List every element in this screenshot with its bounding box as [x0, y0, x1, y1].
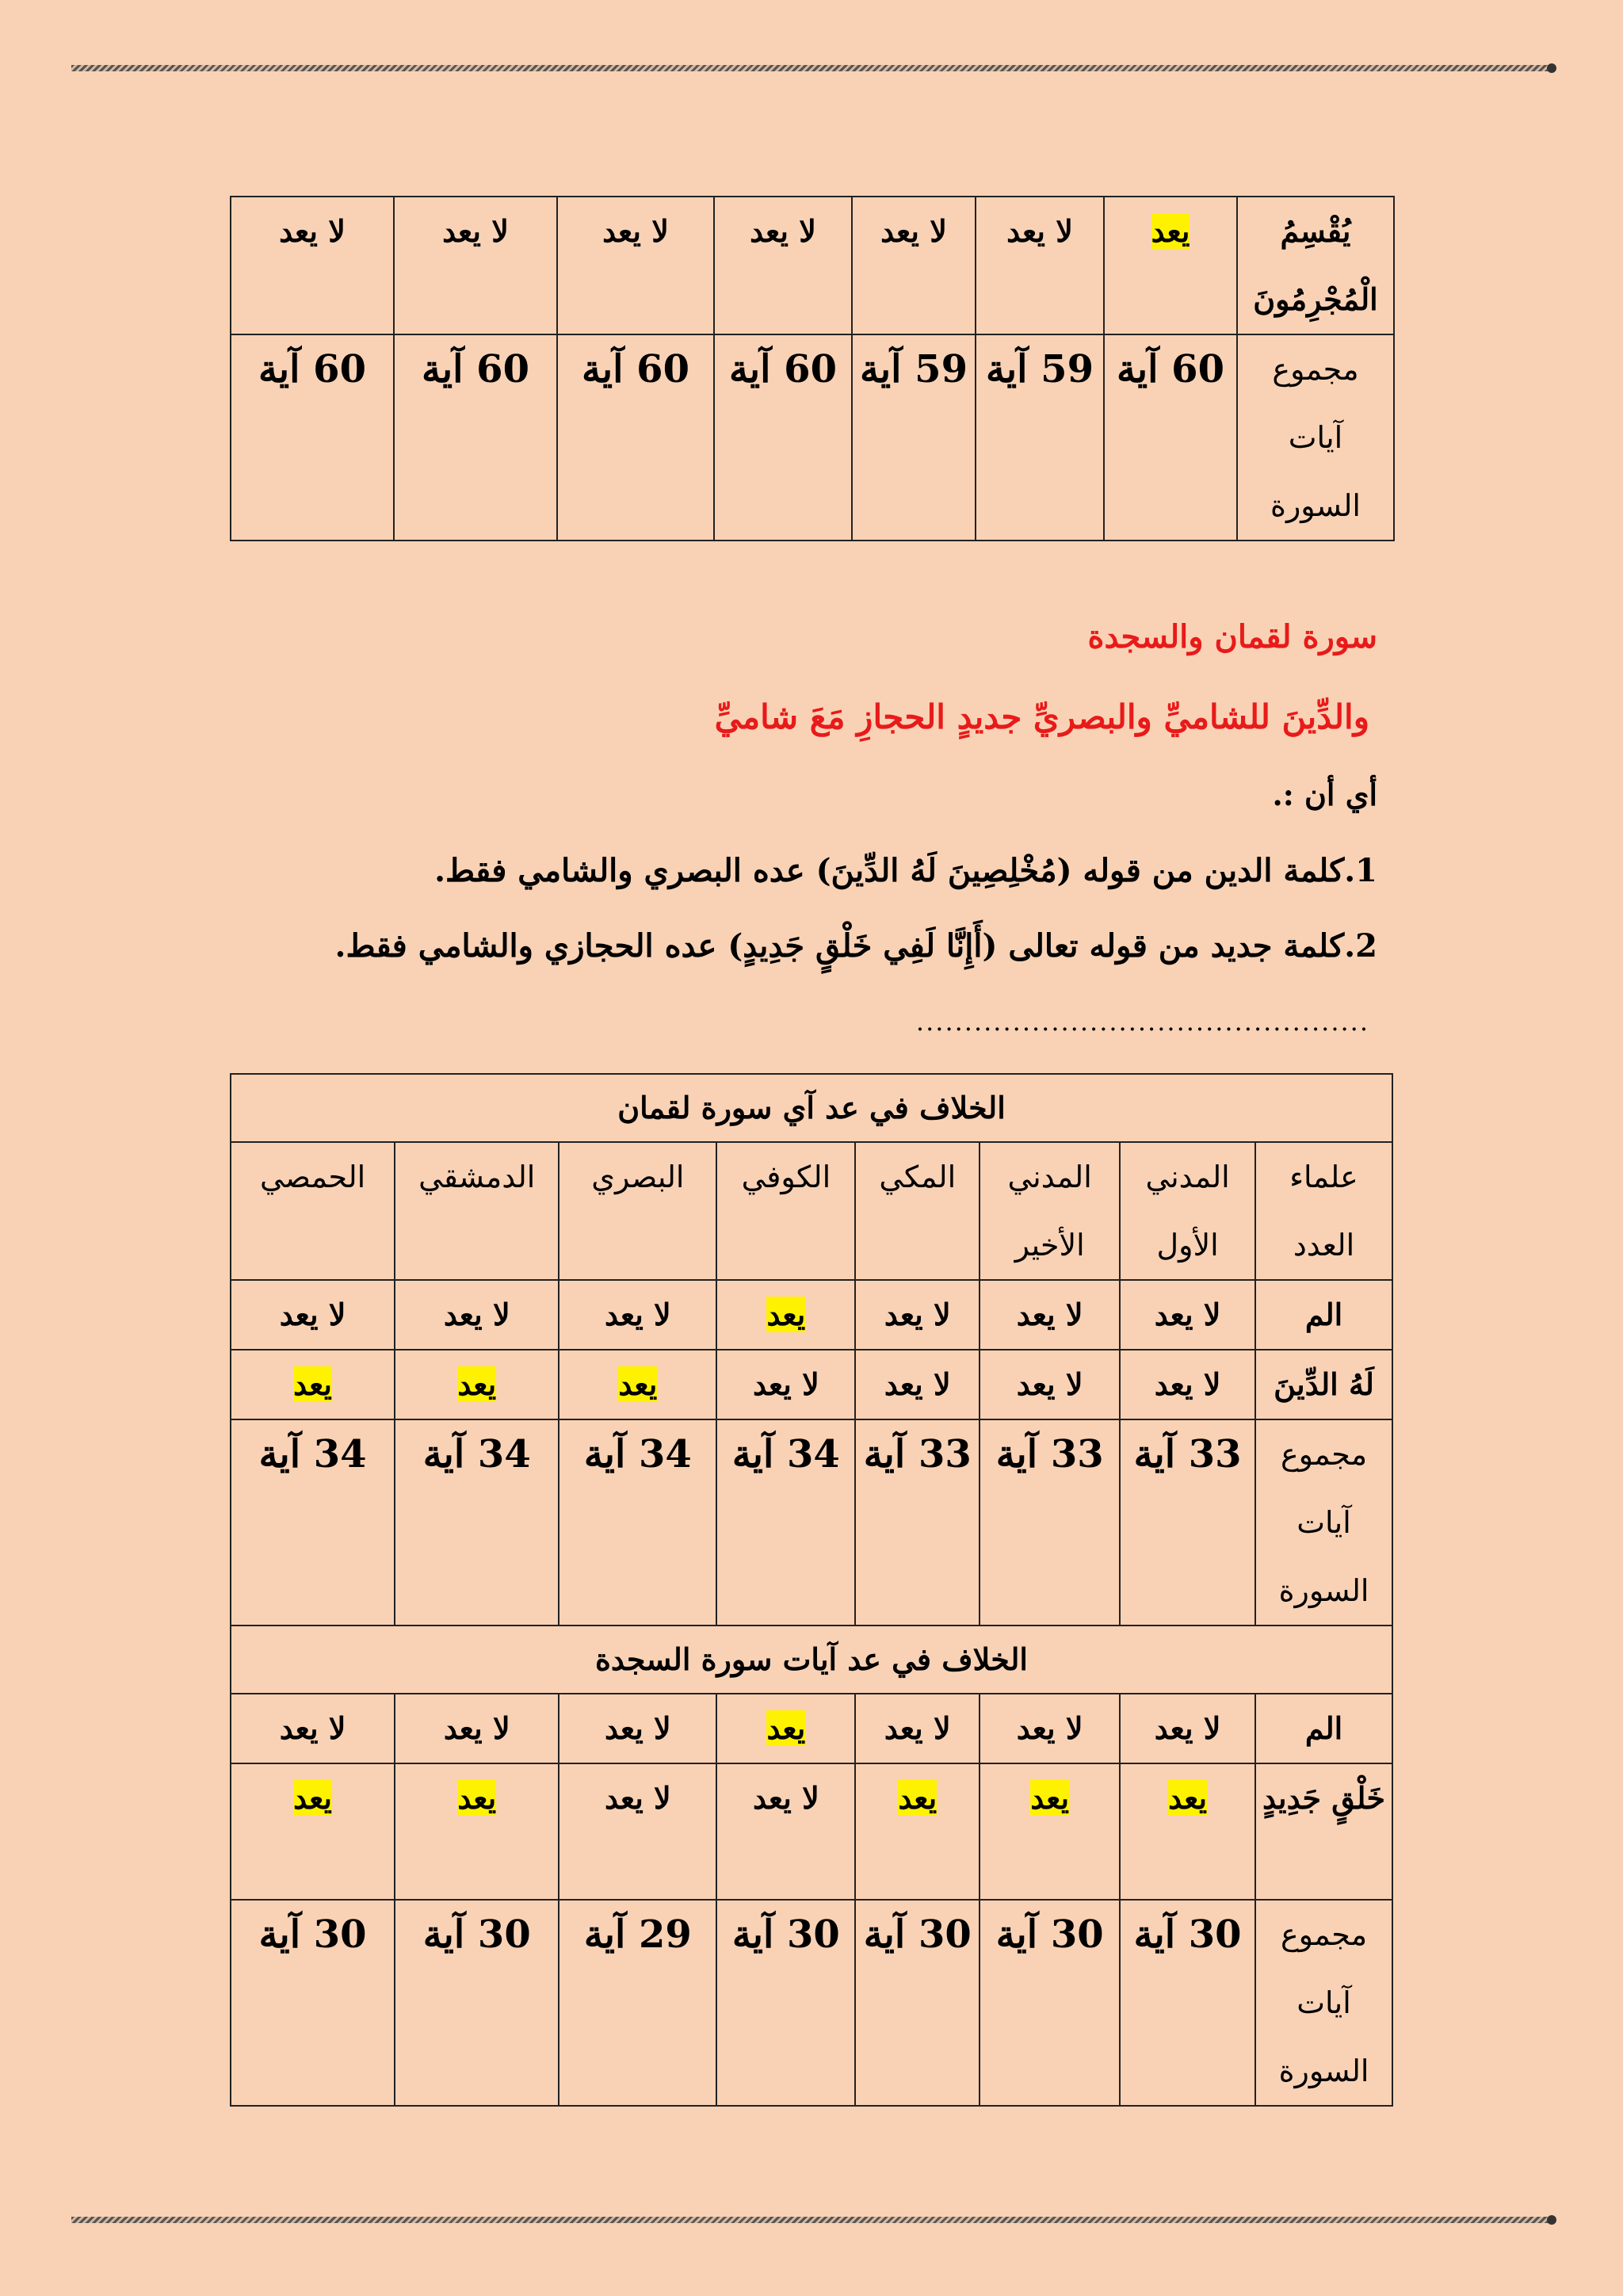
table-row [231, 1350, 1392, 1419]
cell: لا يعد [394, 197, 557, 334]
bottom-border [71, 2217, 1552, 2223]
row-label: الم [1255, 1694, 1392, 1763]
cell: لا يعد [559, 1763, 716, 1900]
table-title-row [231, 1074, 1392, 1142]
cell: يعد [231, 1763, 395, 1900]
header-cell: الدمشقي [395, 1142, 559, 1280]
header-cell: البصري [559, 1142, 716, 1280]
header-cell: الكوفي [716, 1142, 855, 1280]
cell: 60 آية [1104, 334, 1237, 541]
cell: 60 آية [557, 334, 714, 541]
cell: 30 آية [231, 1900, 395, 2106]
table-title-row [231, 1626, 1392, 1694]
cell: لا يعد [855, 1694, 980, 1763]
section-verse: والدِّينَ للشاميِّ والبصريِّ جديدٍ الحجازِ مَعَ شاميِّ [714, 697, 1369, 736]
row-label: لَهُ الدِّينَ [1255, 1350, 1392, 1419]
row-label: مجموع آيات السورة [1237, 334, 1394, 541]
cell: لا يعد [1120, 1280, 1255, 1350]
table-header-row [231, 1142, 1392, 1280]
cell: لا يعد [980, 1350, 1120, 1419]
row-label: مجموع آيات السورة [1255, 1419, 1392, 1626]
cell: لا يعد [557, 197, 714, 334]
cell: لا يعد [395, 1280, 559, 1350]
cell: يعد [231, 1350, 395, 1419]
cell: لا يعد [980, 1694, 1120, 1763]
cell: 60 آية [394, 334, 557, 541]
cell: 60 آية [714, 334, 852, 541]
cell: 34 آية [395, 1419, 559, 1626]
cell: 30 آية [716, 1900, 855, 2106]
cell: 33 آية [980, 1419, 1120, 1626]
header-cell: علماء العدد [1255, 1142, 1392, 1280]
cell: لا يعد [231, 197, 394, 334]
cell: لا يعد [855, 1280, 980, 1350]
cell: 30 آية [855, 1900, 980, 2106]
header-cell: الحمصي [231, 1142, 395, 1280]
cell: يعد [395, 1763, 559, 1900]
cell: لا يعد [231, 1694, 395, 1763]
cell: يعد [855, 1763, 980, 1900]
section-heading: سورة لقمان والسجدة [1087, 618, 1377, 655]
cell: لا يعد [395, 1694, 559, 1763]
table-row [231, 197, 1394, 334]
cell: يعد [1120, 1763, 1255, 1900]
cell: 30 آية [1120, 1900, 1255, 2106]
top-table [230, 196, 1395, 541]
cell: يعد [1104, 197, 1237, 334]
table-row [231, 1280, 1392, 1350]
cell: 33 آية [1120, 1419, 1255, 1626]
point-1: 1.كلمة الدين من قوله (مُخْلِصِينَ لَهُ الدِّينَ) عده البصري والشامي فقط. [434, 852, 1377, 889]
cell: 59 آية [976, 334, 1104, 541]
row-label: مجموع آيات السورة [1255, 1900, 1392, 2106]
table-row [231, 1763, 1392, 1900]
cell: 34 آية [231, 1419, 395, 1626]
table-row [231, 1900, 1392, 2106]
row-label: الم [1255, 1280, 1392, 1350]
cell: 34 آية [716, 1419, 855, 1626]
header-cell: المكي [855, 1142, 980, 1280]
cell: يعد [716, 1694, 855, 1763]
cell: لا يعد [855, 1350, 980, 1419]
header-cell: المدني الأول [1120, 1142, 1255, 1280]
row-label: يُقْسِمُ الْمُجْرِمُونَ [1237, 197, 1394, 334]
cell: لا يعد [559, 1694, 716, 1763]
cell: 29 آية [559, 1900, 716, 2106]
table-title-sajda: الخلاف في عد آيات سورة السجدة [231, 1626, 1392, 1694]
header-cell: المدني الأخير [980, 1142, 1120, 1280]
cell: 30 آية [395, 1900, 559, 2106]
dots-separator: ............................................... [915, 1007, 1369, 1037]
point-2: 2.كلمة جديد من قوله تعالى (أَإِنَّا لَفِي خَلْقٍ جَدِيدٍ) عده الحجازي والشامي فقط. [334, 927, 1377, 965]
cell: لا يعد [1120, 1694, 1255, 1763]
cell: لا يعد [559, 1280, 716, 1350]
cell: يعد [716, 1280, 855, 1350]
cell: 30 آية [980, 1900, 1120, 2106]
table-title-luqman: الخلاف في عد آي سورة لقمان [231, 1074, 1392, 1142]
main-table [230, 1073, 1393, 2107]
table-row [231, 1694, 1392, 1763]
cell: لا يعد [716, 1350, 855, 1419]
table-row [231, 334, 1394, 541]
cell: لا يعد [716, 1763, 855, 1900]
top-border [71, 65, 1552, 71]
cell: يعد [559, 1350, 716, 1419]
cell: لا يعد [976, 197, 1104, 334]
section-intro: أي أن :. [1272, 777, 1377, 812]
cell: 60 آية [231, 334, 394, 541]
cell: لا يعد [980, 1280, 1120, 1350]
cell: لا يعد [852, 197, 976, 334]
cell: يعد [980, 1763, 1120, 1900]
table-row [231, 1419, 1392, 1626]
cell: لا يعد [714, 197, 852, 334]
row-label: خَلْقٍ جَدِيدٍ [1255, 1763, 1392, 1900]
cell: يعد [395, 1350, 559, 1419]
cell: 33 آية [855, 1419, 980, 1626]
cell: 34 آية [559, 1419, 716, 1626]
cell: لا يعد [231, 1280, 395, 1350]
cell: لا يعد [1120, 1350, 1255, 1419]
cell: 59 آية [852, 334, 976, 541]
